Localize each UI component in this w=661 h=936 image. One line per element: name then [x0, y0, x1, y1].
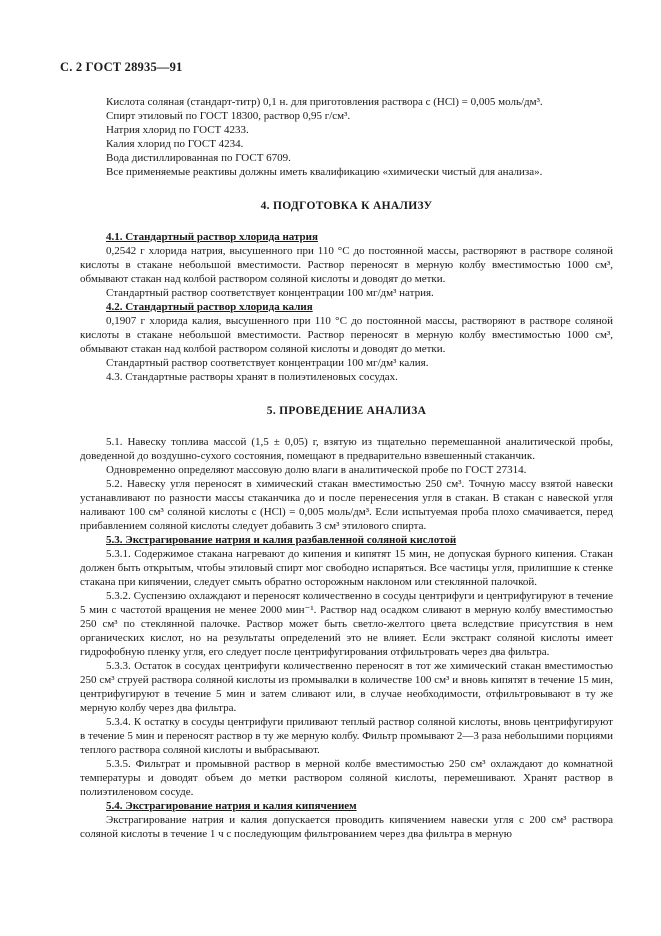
subsection-5-2-text: 5.2. Навеску угля переносят в химический стакан вместимостью 250 см³. Точную массу взятой навески устанавливают по разности массы стаканчика до и после перенесения угля в стакан. В стакан с навеской угля наливают 100 см³ соляной кислоты c (HCl) = 0,005 моль/дм³. Если испытуемая проба плохо смачивается, перед прибавлением соляной кислоты следует добавить 3 см³ этилового спирта. [80, 478, 613, 532]
subsection-5-4-text: Экстрагирование натрия и калия допускается проводить кипячением навески угля с 200 см³ раствора соляной кислоты в течение 1 ч с последующим фильтрованием через два фильтра в мерную [80, 814, 613, 840]
subsection-4-1-text: 0,2542 г хлорида натрия, высушенного при 110 °С до постоянной массы, растворяют в растворе соляной кислоты в стакане небольшой вместимости. Раствор переносят в мерную колбу вместимостью 1000 см³, обмывают стакан над колбой раствором соляной кислоты и доводят до метки. [80, 245, 613, 285]
subsection-4-2-text: 0,1907 г хлорида калия, высушенного при 110 °С до постоянной массы, растворяют в растворе соляной кислоты в стакане небольшой вместимости. Раствор переносят в мерную колбу вместимостью 1000 см³, обмывают стакан над колбой раствором соляной кислоты и доводят до метки. [80, 315, 613, 355]
reagent-item: Все применяемые реактивы должны иметь квалификацию «химически чистый для анализа». [106, 166, 543, 178]
document-body [80, 95, 613, 841]
subsection-4-2-title: 4.2. Стандартный раствор хлорида калия [106, 301, 313, 313]
subsection-5-3-title: 5.3. Экстрагирование натрия и калия разбавленной соляной кислотой [106, 534, 457, 546]
subsection-5-1-moisture: Одновременно определяют массовую долю влаги в аналитической пробе по ГОСТ 27314. [106, 464, 527, 476]
subsection-4-1-title: 4.1. Стандартный раствор хлорида натрия [106, 231, 318, 243]
reagent-item: Натрия хлорид по ГОСТ 4233. [106, 124, 249, 136]
subsection-5-4-title: 5.4. Экстрагирование натрия и калия кипячением [106, 800, 357, 812]
subsection-4-1-concentration: Стандартный раствор соответствует концентрации 100 мг/дм³ натрия. [106, 287, 434, 299]
reagent-item: Вода дистиллированная по ГОСТ 6709. [106, 152, 291, 164]
subsection-5-3-4-text: 5.3.4. К остатку в сосуды центрифуги приливают теплый раствор соляной кислоты, вновь центрифугируют в течение 5 мин и переносят раствор в ту же мерную колбу. Фильтр промывают 2—3 раза небольшими порциями теплого раствора соляной кислоты и выбрасывают. [80, 716, 613, 756]
section-4-title: 4. ПОДГОТОВКА К АНАЛИЗУ [260, 200, 433, 212]
page-header: С. 2 ГОСТ 28935—91 [60, 60, 183, 74]
reagent-item: Спирт этиловый по ГОСТ 18300, раствор 0,95 г/см³. [106, 110, 351, 122]
reagent-item: Калия хлорид по ГОСТ 4234. [106, 138, 244, 150]
subsection-4-2-concentration: Стандартный раствор соответствует концентрации 100 мг/дм³ калия. [106, 357, 429, 369]
subsection-5-1-text: 5.1. Навеску топлива массой (1,5 ± 0,05) г, взятую из тщательно перемешанной аналитической пробы, доведенной до воздушно-сухого состояния, помещают в предварительно взвешенный стаканчик. [80, 436, 613, 462]
subsection-5-3-3-text: 5.3.3. Остаток в сосудах центрифуги количественно переносят в тот же химический стакан вместимостью 250 см³ струей раствора соляной кислоты из промывалки в количестве 100 см³ и вновь кипятят в течение 15 мин, центрифугируют в течение 5 мин и затем сливают или, в случае необходимости, отфильтровывают в ту же мерную колбу через два фильтра. [80, 660, 613, 714]
section-5-title: 5. ПРОВЕДЕНИЕ АНАЛИЗА [266, 405, 427, 417]
subsection-4-3-text: 4.3. Стандартные растворы хранят в полиэтиленовых сосудах. [106, 371, 398, 383]
subsection-5-3-2-text: 5.3.2. Суспензию охлаждают и переносят количественно в сосуды центрифуги и центрифугируют в течение 5 мин с частотой вращения не менее 2000 мин⁻¹. Раствор над осадком сливают в мерную колбу вместимостью 250 см³ по стеклянной палочке. Раствор может быть светло-желтого цвета вследствие присутствия в нем органических кислот, но на результаты определений это не влияет. Если экстракт соляной кислоты имеет гидрофобную пленку угля, его следует после центрифугирования отфильтровать через два фильтра. [80, 590, 613, 658]
reagents-list [80, 95, 613, 179]
reagent-item: Кислота соляная (стандарт-титр) 0,1 н. для приготовления раствора c (HCl) = 0,005 моль/дм³. [106, 96, 543, 108]
subsection-5-3-1-text: 5.3.1. Содержимое стакана нагревают до кипения и кипятят 15 мин, не допуская бурного кипения. Стакан должен быть открытым, чтобы этиловый спирт мог свободно испаряться. Все частицы угля, прилипшие к стенке стакана при кипячении, следует смыть обратно осторожным наклоном или стеклянной палочкой. [80, 548, 613, 588]
subsection-5-3-5-text: 5.3.5. Фильтрат и промывной раствор в мерной колбе вместимостью 250 см³ охлаждают до комнатной температуры и доводят объем до метки раствором соляной кислоты, перемешивают. Хранят раствор в полиэтиленовом сосуде. [80, 758, 613, 798]
